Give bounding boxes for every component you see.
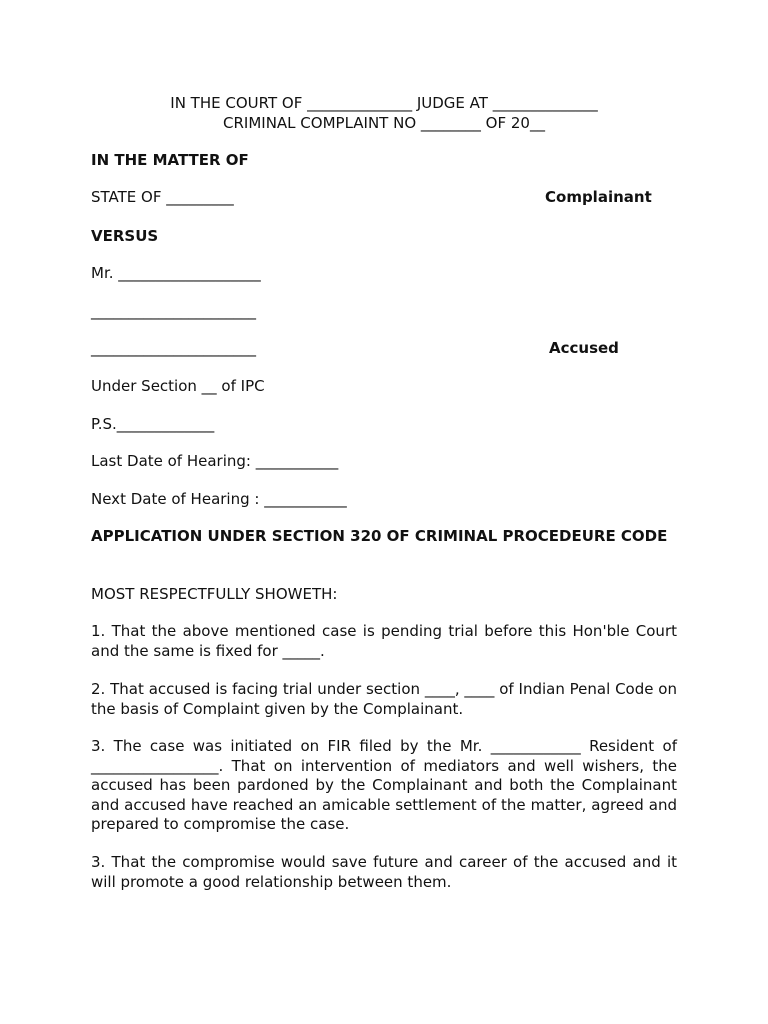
matter-heading: IN THE MATTER OF <box>91 151 249 169</box>
blank-line-1: ______________________ <box>91 302 256 320</box>
paragraph-3: 3. The case was initiated on FIR filed by the Mr. ____________ Resident of _________________. That on intervention of mediators and well wishers, the accused has been pardoned by the Complainant and both the Complainant and accused have reached an amicable settlement of the matter, agreed and prepared to compromise the case. <box>91 737 677 833</box>
application-title: APPLICATION UNDER SECTION 320 OF CRIMINAL PROCEDEURE CODE <box>91 527 668 545</box>
court-line: IN THE COURT OF ______________ JUDGE AT ______________ <box>170 94 598 112</box>
complainant-label: Complainant <box>545 188 652 206</box>
salutation: MOST RESPECTFULLY SHOWETH: <box>91 585 338 603</box>
last-hearing-line: Last Date of Hearing: ___________ <box>91 452 339 470</box>
complaint-number-line: CRIMINAL COMPLAINT NO ________ OF 20__ <box>223 114 545 132</box>
paragraph-4: 3. That the compromise would save future and career of the accused and it will promote a good relationship between them. <box>91 853 677 891</box>
accused-name-line: Mr. ___________________ <box>91 264 261 282</box>
state-line: STATE OF _________ <box>91 188 234 206</box>
section-line: Under Section __ of IPC <box>91 377 265 395</box>
police-station-line: P.S._____________ <box>91 415 215 433</box>
versus-heading: VERSUS <box>91 227 159 245</box>
blank-line-2: ______________________ <box>91 339 256 357</box>
paragraph-1: 1. That the above mentioned case is pending trial before this Hon'ble Court and the same is fixed for _____. <box>91 622 677 660</box>
accused-label: Accused <box>549 339 619 357</box>
next-hearing-line: Next Date of Hearing : ___________ <box>91 490 347 508</box>
paragraph-2: 2. That accused is facing trial under section ____, ____ of Indian Penal Code on the basis of Complaint given by the Complainant. <box>91 680 677 718</box>
